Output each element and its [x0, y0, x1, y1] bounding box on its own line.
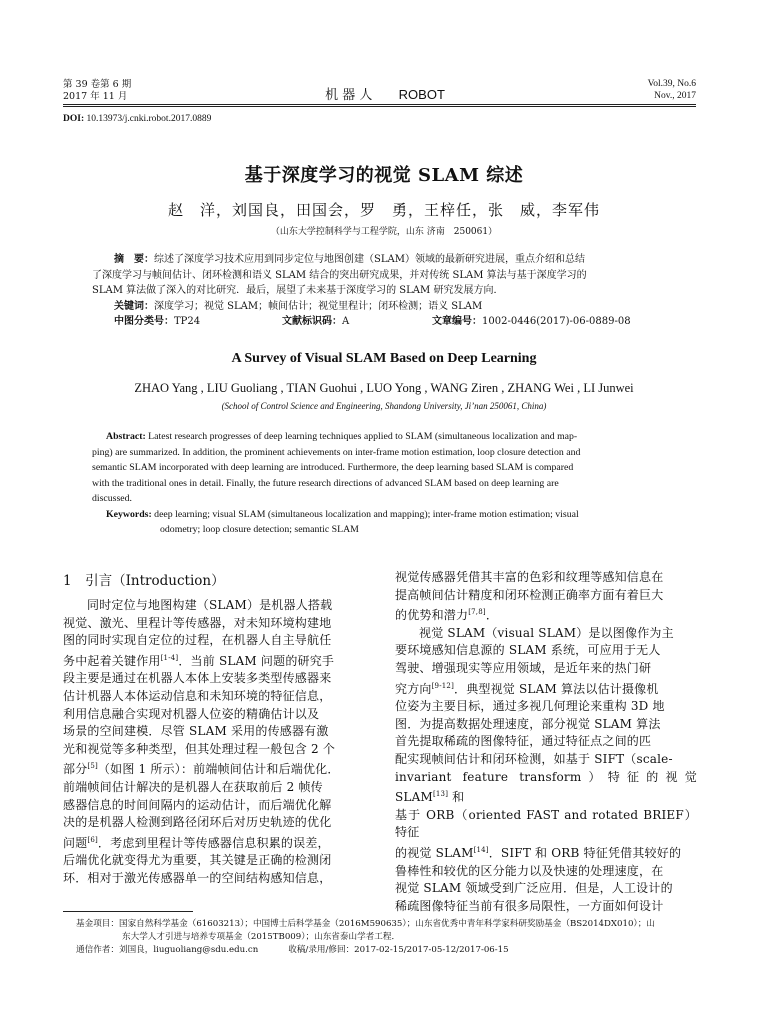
body-line [63, 832, 365, 853]
body-line: 视觉 SLAM 领域受到广泛应用．但是，人工设计的 [395, 881, 673, 896]
journal-name-en: ROBOT [398, 87, 445, 102]
body-text: 部分 [63, 762, 88, 777]
body-line: 图．为提高数据处理速度，部分视觉 SLAM 算法 [395, 716, 661, 731]
body-line [395, 604, 697, 625]
body-line: 光和视觉等多种类型，但其处理过程一般包含 2 个 [63, 741, 336, 756]
body-line: 利用信息融合实现对机器人位姿的精确估计以及 [63, 706, 320, 721]
keywords-en: deep learning; visual SLAM (simultaneous localization and mapping); inter-frame motion estimation; visual [154, 508, 579, 520]
body-line [395, 842, 697, 863]
citation[interactable]: [5] [87, 762, 98, 771]
clc-field [114, 314, 200, 330]
article-number-field [432, 314, 631, 330]
paper-title-en: A Survey of Visual SLAM Based on Deep Learning [231, 351, 537, 366]
abstract-en-line: discussed. [92, 493, 133, 504]
footnote-rule [63, 911, 193, 912]
body-line: 场景的空间建模．尽管 SLAM 采用的传感器有激 [63, 724, 329, 739]
body-text: ． [485, 608, 499, 623]
article-number-value: 1002-0446(2017)-06-0889-08 [482, 316, 631, 327]
abstract-cn-line: 了深度学习与帧间估计、闭环检测和语义 SLAM 结合的突出研究成果，并对传统 SLAM 算法与基于深度学习的 [92, 269, 587, 281]
citation[interactable]: [13] [432, 790, 449, 799]
body-text: 务中起着关键作用 [63, 653, 161, 668]
body-line [63, 758, 365, 779]
abstract-en-line: ping) are summarized. In addition, the prominent achievements on inter-frame motion estimation, loop closure detection and [92, 446, 581, 458]
citation[interactable]: [14] [473, 845, 489, 854]
section-heading: 1 引言（Introduction） [63, 573, 225, 589]
abstract-en-line: with the traditional ones in detail. Finally, the future research directions of advanced SLAM based on deep learning are [92, 477, 559, 489]
doi-line [63, 114, 211, 124]
body-line: 稀疏图像特征当前有很多局限性，一方面如何设计 [395, 898, 664, 913]
body-text: ．典型视觉 SLAM 算法以估计摄像机 [454, 681, 659, 696]
citation[interactable]: [6] [87, 835, 98, 844]
body-line [395, 769, 697, 807]
body-text: ．考虑到里程计等传感器信息积累的误差， [97, 835, 330, 850]
doi-label: DOI: [63, 114, 85, 124]
contact-email[interactable]: 刘国良，liuguoliang@sdu.edu.cn [118, 945, 259, 955]
body-line: 提高帧间估计精度和闭环检测正确率方面有着巨大 [395, 587, 664, 602]
submission-dates: 收稿/录用/修回：2017-02-15/2017-05-12/2017-06-15 [288, 945, 509, 955]
column-left [63, 597, 365, 888]
body-text: invariant feature transform）特征的视觉 SLAM [395, 769, 697, 805]
body-line: 段主要是通过在机器人本体上安装多类型传感器来 [63, 671, 332, 686]
journal-volume-cn [63, 79, 131, 102]
body-line: 视觉、激光、里程计等传感器，对未知环境构建地 [63, 615, 332, 630]
body-line [395, 678, 697, 699]
header-rule-2 [63, 106, 696, 107]
keywords-cn: 深度学习；视觉 SLAM；帧间估计；视觉里程计；闭环检测；语义 SLAM [154, 300, 483, 312]
authors-en: ZHAO Yang , LIU Guoliang , TIAN Guohui , LUO Yong , WANG Ziren , ZHANG Wei , LI Junwei [134, 381, 634, 395]
body-line: 环．相对于激光传感器单一的空间结构感知信息， [63, 870, 332, 885]
header-rule [63, 104, 696, 105]
body-text: 和 [452, 790, 465, 805]
body-line: 后端优化就变得尤为重要，其关键是正确的检测闭 [63, 853, 332, 868]
body-line: 要环境感知信息源的 SLAM 系统，可应用于无人 [395, 643, 661, 658]
doi-link[interactable]: 10.13973/j.cnki.robot.2017.0889 [86, 114, 212, 124]
article-number-label: 文章编号： [432, 316, 482, 327]
citation[interactable]: [9-12] [431, 681, 454, 690]
keywords-label-en: Keywords: [106, 508, 152, 520]
abstract-cn [92, 252, 682, 329]
abstract-cn-line: SLAM 算法做了深入的对比研究．最后，展望了未来基于深度学习的 SLAM 研究发展方向． [92, 285, 504, 296]
body-text: 问题 [63, 835, 88, 850]
abstract-en [92, 429, 670, 538]
authors-cn: 赵 洋，刘国良，田国会，罗 勇，王梓任，张 威，李军伟 [167, 201, 600, 219]
volume-cn: 第 39 卷第 6 期 [63, 79, 132, 90]
fund-label: 基金项目： [76, 919, 119, 929]
doc-code-label: 文献标识码： [282, 316, 342, 327]
body-line: 位姿为主要目标，通过多视几何理论来重构 3D 地 [395, 699, 665, 714]
abstract-en-line: semantic SLAM incorporated with deep learning are introduced. Furthermore, the deep learning based SLAM is compared [92, 462, 574, 473]
body-line: 估计机器人本体运动信息和未知环境的特征信息， [63, 688, 332, 703]
body-line: 首先提取稀疏的图像特征，通过特征点之间的匹 [395, 734, 652, 749]
body-line: 基于 ORB（oriented FAST and rotated BRIEF）特征 [395, 807, 697, 840]
volume-en: Vol.39, No.6 [647, 79, 696, 89]
body-line: 前端帧间估计解决的是机器人在获取前后 2 帧传 [63, 779, 323, 794]
abstract-en-line: Latest research progresses of deep learning techniques applied to SLAM (simultaneous localization and map- [148, 431, 578, 442]
body-line: 同时定位与地图构建（SLAM）是机器人搭载 [87, 598, 333, 612]
body-text: 的视觉 SLAM [395, 845, 474, 860]
date-en: Nov., 2017 [654, 90, 696, 101]
column-right [395, 569, 697, 915]
abstract-cn-line: 综述了深度学习技术应用到同步定位与地图创建（SLAM）领域的最新研究进展，重点介绍和总结 [154, 254, 585, 265]
doc-code-value: A [342, 316, 350, 327]
doc-code-field [282, 314, 349, 330]
body-line: 鲁棒性和较优的区分能力以及快速的处理速度，在 [395, 863, 664, 878]
fund-text: 东大学人才引进与培养专项基金（2015TB009）；山东省泰山学者工程． [122, 932, 401, 942]
body-text: 究方向 [395, 681, 432, 696]
keywords-en: odometry; loop closure detection; semantic SLAM [160, 524, 359, 535]
fund-text: 国家自然科学基金（61603213）；中国博士后科学基金（2016M590635）；山东省优秀中青年科学家科研奖励基金（BS2014DX010）；山 [118, 919, 655, 929]
body-line: 驾驶、增强现实等应用领域，是近年来的热门研 [395, 660, 652, 675]
body-line: 图的同时实现自定位的过程，在机器人自主导航任 [63, 633, 332, 648]
contact-label: 通信作者： [76, 945, 119, 955]
keywords-label-cn: 关键词： [114, 300, 154, 312]
clc-value: TP24 [174, 316, 201, 327]
footnote [76, 918, 701, 957]
affiliation-cn: （山东大学控制科学与工程学院，山东 济南 250061） [270, 227, 498, 237]
body-text: （如图 1 所示）：前端帧间估计和后端优化． [97, 762, 340, 777]
citation[interactable]: [7,8] [468, 608, 486, 617]
date-cn: 2017 年 11 月 [63, 90, 128, 102]
body-line [63, 650, 365, 671]
body-line: 视觉传感器凭借其丰富的色彩和纹理等感知信息在 [395, 570, 664, 584]
paper-title-cn: 基于深度学习的视觉 SLAM 综述 [244, 165, 524, 186]
body-line: 视觉 SLAM（visual SLAM）是以图像作为主 [419, 625, 674, 640]
abstract-label-cn: 摘 要： [114, 254, 154, 265]
body-line: 感器信息的时间间隔内的运动估计，而后端优化解 [63, 797, 332, 812]
body-text: ．当前 SLAM 问题的研究手 [178, 653, 335, 668]
body-line: 决的是机器人检测到路径闭环后对历史轨迹的优化 [63, 815, 332, 830]
journal-volume-en [648, 79, 696, 102]
citation[interactable]: [1-4] [160, 653, 179, 662]
affiliation-en: (School of Control Science and Engineering, Shandong University, Ji’nan 250061, China) [221, 401, 547, 411]
clc-label: 中图分类号： [114, 316, 174, 327]
body-line: 配实现帧间估计和闭环检测，如基于 SIFT（scale- [395, 751, 673, 766]
body-text: 的优势和潜力 [395, 608, 469, 623]
abstract-label-en: Abstract: [106, 431, 146, 442]
journal-name [300, 84, 470, 103]
journal-name-cn: 机 器 人 [325, 88, 373, 103]
body-text: ．SIFT 和 ORB 特征凭借其较好的 [488, 845, 682, 860]
